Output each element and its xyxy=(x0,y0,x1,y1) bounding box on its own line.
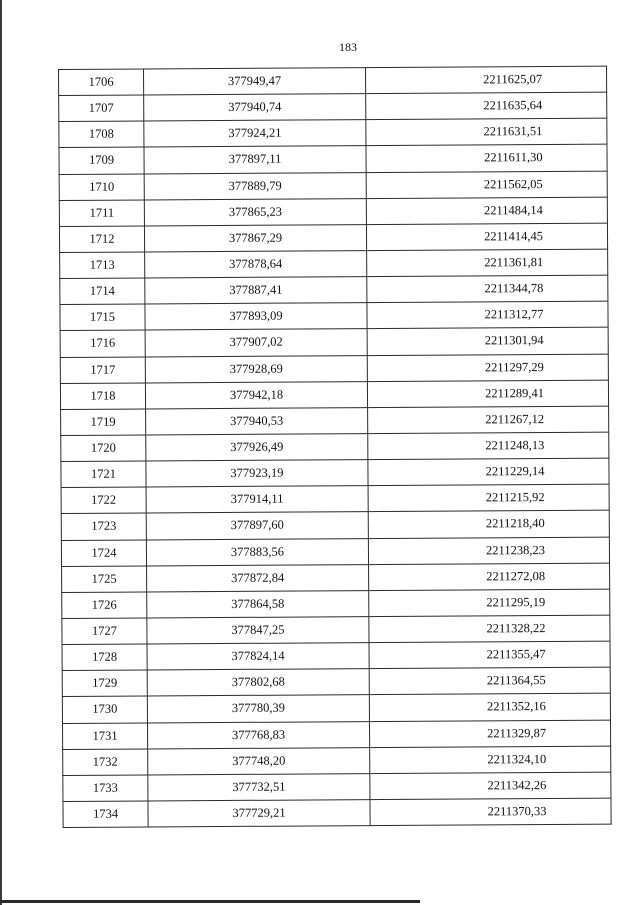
x-coordinate-cell: 377729,21 xyxy=(148,800,370,827)
y-coordinate-cell: 2211229,14 xyxy=(368,458,609,486)
table-row xyxy=(62,641,610,670)
x-coordinate-cell: 377928,69 xyxy=(145,355,367,382)
point-number-cell: 1717 xyxy=(60,357,145,384)
x-coordinate-cell: 377878,64 xyxy=(145,251,367,278)
point-number-cell: 1731 xyxy=(62,722,147,749)
point-number-cell: 1721 xyxy=(61,461,146,488)
table-row xyxy=(62,615,610,644)
y-coordinate-cell: 2211361,81 xyxy=(367,249,608,277)
coordinates-table xyxy=(58,66,612,828)
table-row xyxy=(63,746,611,775)
x-coordinate-cell: 377847,25 xyxy=(147,617,369,644)
x-coordinate-cell: 377864,58 xyxy=(147,590,369,617)
x-coordinate-cell: 377907,02 xyxy=(145,329,367,356)
x-coordinate-cell: 377887,41 xyxy=(145,277,367,304)
scan-edge-left xyxy=(0,0,2,905)
y-coordinate-cell: 2211342,26 xyxy=(370,772,611,800)
y-coordinate-cell: 2211355,47 xyxy=(369,641,610,669)
point-number-cell: 1711 xyxy=(59,200,144,227)
point-number-cell: 1734 xyxy=(63,801,148,828)
table-row xyxy=(60,301,608,330)
x-coordinate-cell: 377883,56 xyxy=(146,538,368,565)
point-number-cell: 1714 xyxy=(60,278,145,305)
table-row xyxy=(62,694,610,723)
table-row xyxy=(62,589,610,618)
bottom-rule xyxy=(0,900,420,903)
point-number-cell: 1716 xyxy=(60,330,145,357)
table-row xyxy=(60,249,608,278)
table-row xyxy=(63,798,611,827)
x-coordinate-cell: 377942,18 xyxy=(145,381,367,408)
point-number-cell: 1709 xyxy=(59,147,144,174)
point-number-cell: 1707 xyxy=(59,95,144,122)
table-row xyxy=(59,145,607,174)
x-coordinate-cell: 377867,29 xyxy=(144,224,366,251)
x-coordinate-cell: 377940,53 xyxy=(146,407,368,434)
y-coordinate-cell: 2211329,87 xyxy=(369,720,610,748)
table-row xyxy=(59,171,607,200)
table-row xyxy=(60,354,608,383)
y-coordinate-cell: 2211370,33 xyxy=(370,798,611,826)
point-number-cell: 1729 xyxy=(62,670,147,697)
point-number-cell: 1732 xyxy=(63,749,148,776)
page-number: 183 xyxy=(339,40,357,54)
point-number-cell: 1708 xyxy=(59,121,144,148)
point-number-cell: 1718 xyxy=(60,383,145,410)
table-row xyxy=(59,92,607,121)
y-coordinate-cell: 2211295,19 xyxy=(369,589,610,617)
coordinates-table-body xyxy=(59,66,612,827)
y-coordinate-cell: 2211484,14 xyxy=(366,197,607,225)
point-number-cell: 1730 xyxy=(62,696,147,723)
point-number-cell: 1733 xyxy=(63,775,148,802)
coordinates-table-wrapper xyxy=(58,66,609,828)
y-coordinate-cell: 2211267,12 xyxy=(368,406,609,434)
point-number-cell: 1723 xyxy=(61,513,146,540)
table-row xyxy=(61,432,609,461)
x-coordinate-cell: 377926,49 xyxy=(146,434,368,461)
y-coordinate-cell: 2211625,07 xyxy=(365,66,606,94)
x-coordinate-cell: 377949,47 xyxy=(144,68,366,95)
y-coordinate-cell: 2211289,41 xyxy=(367,380,608,408)
y-coordinate-cell: 2211364,55 xyxy=(369,667,610,695)
point-number-cell: 1706 xyxy=(59,69,144,96)
y-coordinate-cell: 2211238,23 xyxy=(368,537,609,565)
table-row xyxy=(59,118,607,147)
y-coordinate-cell: 2211301,94 xyxy=(367,328,608,356)
y-coordinate-cell: 2211631,51 xyxy=(366,118,607,146)
y-coordinate-cell: 2211352,16 xyxy=(369,694,610,722)
table-row xyxy=(60,328,608,357)
x-coordinate-cell: 377865,23 xyxy=(144,198,366,225)
point-number-cell: 1719 xyxy=(61,409,146,436)
y-coordinate-cell: 2211562,05 xyxy=(366,171,607,199)
y-coordinate-cell: 2211297,29 xyxy=(367,354,608,382)
point-number-cell: 1720 xyxy=(61,435,146,462)
table-row xyxy=(61,406,609,435)
table-row xyxy=(61,484,609,513)
x-coordinate-cell: 377923,19 xyxy=(146,460,368,487)
point-number-cell: 1712 xyxy=(59,226,144,253)
table-row xyxy=(59,66,607,95)
x-coordinate-cell: 377824,14 xyxy=(147,643,369,670)
y-coordinate-cell: 2211272,08 xyxy=(369,563,610,591)
table-row xyxy=(62,720,610,749)
point-number-cell: 1724 xyxy=(61,540,146,567)
x-coordinate-cell: 377940,74 xyxy=(144,94,366,121)
y-coordinate-cell: 2211611,30 xyxy=(366,145,607,173)
point-number-cell: 1727 xyxy=(62,618,147,645)
x-coordinate-cell: 377872,84 xyxy=(147,564,369,591)
y-coordinate-cell: 2211414,45 xyxy=(366,223,607,251)
table-row xyxy=(61,511,609,540)
point-number-cell: 1722 xyxy=(61,487,146,514)
y-coordinate-cell: 2211635,64 xyxy=(366,92,607,120)
point-number-cell: 1715 xyxy=(60,304,145,331)
y-coordinate-cell: 2211215,92 xyxy=(368,484,609,512)
table-row xyxy=(62,563,610,592)
table-row xyxy=(59,223,607,252)
x-coordinate-cell: 377897,60 xyxy=(146,512,368,539)
x-coordinate-cell: 377889,79 xyxy=(144,172,366,199)
x-coordinate-cell: 377924,21 xyxy=(144,120,366,147)
table-row xyxy=(61,458,609,487)
point-number-cell: 1728 xyxy=(62,644,147,671)
point-number-cell: 1726 xyxy=(62,592,147,619)
x-coordinate-cell: 377748,20 xyxy=(148,747,370,774)
x-coordinate-cell: 377768,83 xyxy=(147,721,369,748)
table-row xyxy=(61,537,609,566)
x-coordinate-cell: 377914,11 xyxy=(146,486,368,513)
x-coordinate-cell: 377780,39 xyxy=(147,695,369,722)
y-coordinate-cell: 2211324,10 xyxy=(370,746,611,774)
x-coordinate-cell: 377893,09 xyxy=(145,303,367,330)
y-coordinate-cell: 2211248,13 xyxy=(368,432,609,460)
x-coordinate-cell: 377897,11 xyxy=(144,146,366,173)
table-row xyxy=(62,667,610,696)
table-row xyxy=(63,772,611,801)
y-coordinate-cell: 2211312,77 xyxy=(367,301,608,329)
x-coordinate-cell: 377732,51 xyxy=(148,773,370,800)
table-row xyxy=(60,380,608,409)
point-number-cell: 1710 xyxy=(59,174,144,201)
table-row xyxy=(60,275,608,304)
point-number-cell: 1725 xyxy=(62,566,147,593)
y-coordinate-cell: 2211218,40 xyxy=(368,511,609,539)
table-row xyxy=(59,197,607,226)
y-coordinate-cell: 2211328,22 xyxy=(369,615,610,643)
point-number-cell: 1713 xyxy=(60,252,145,279)
x-coordinate-cell: 377802,68 xyxy=(147,669,369,696)
y-coordinate-cell: 2211344,78 xyxy=(367,275,608,303)
